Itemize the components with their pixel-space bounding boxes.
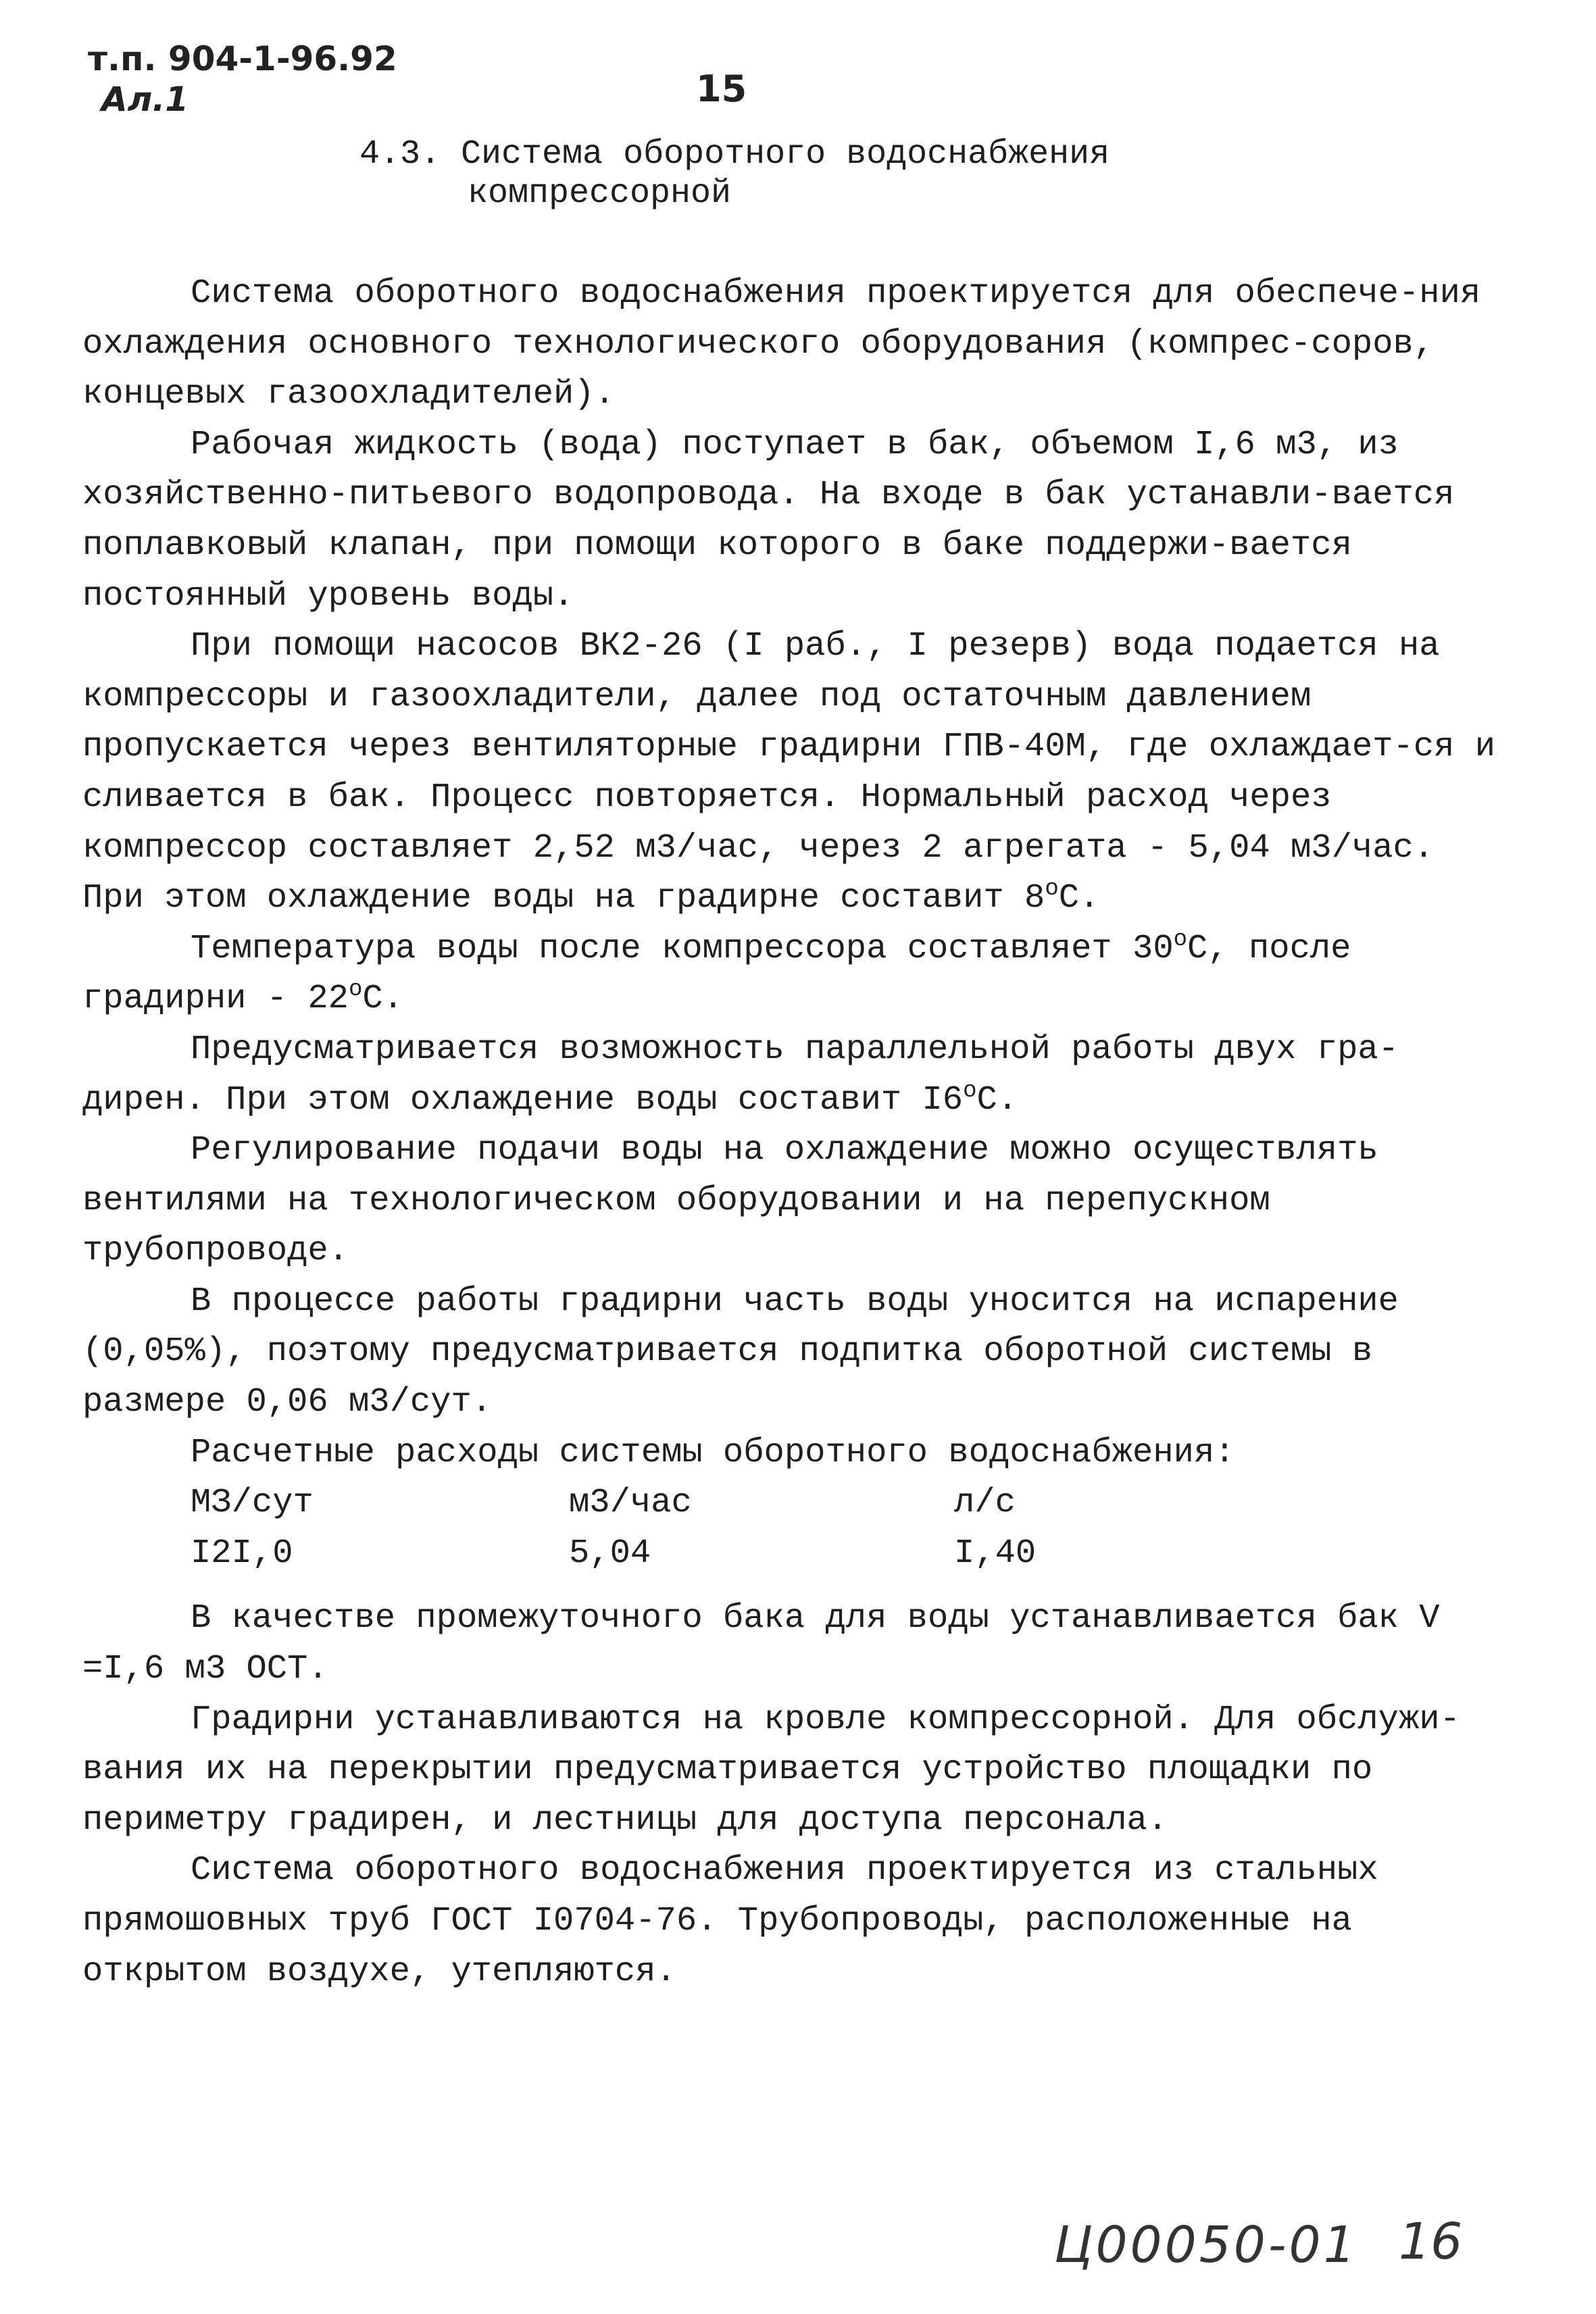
table-cell: I,40 — [954, 1534, 1037, 1573]
table-row — [82, 1529, 1515, 1580]
degree-sign: о — [348, 977, 363, 1003]
paragraph-temperature: Температура воды после компрессора составляет $30^оС$, после градирни - $22^оС$. — [82, 926, 1351, 1019]
document-stamp: Ц00050-01 — [1054, 2216, 1358, 2274]
degree-sign: о — [963, 1078, 977, 1104]
section-heading-line-2: компрессорной — [468, 174, 732, 213]
paragraph-pipes: Система оборотного водоснабжения проектируется из стальных прямошовных труб ГОСТ I0704-76. Трубопроводы, расположенные на открытом воздухе, утепляются. — [82, 1851, 1378, 1991]
paragraph-water-supply: Рабочая жидкость (вода) поступает в бак, объемом I,6 м3, из хозяйственно-питьевого водопровода. На входе в бак устанавли-вается поплавковый клапан, при помощи которого в баке поддержи-вается постоянный уровень воды. — [82, 425, 1455, 615]
paragraph-parallel-work: Предусматривается возможность параллельной работы двух гра-дирен. При этом охлаждение воды составит $I6^оС$. — [82, 1030, 1399, 1120]
table-header-row — [82, 1478, 1515, 1529]
paragraph-cooling-towers: Градирни устанавливаются на кровле компрессорной. Для обслужи-вания их на перекрытии предусматривается устройство площадки по периметру градирен, и лестницы для доступа персонала. — [82, 1700, 1460, 1840]
table-header-cell: м3/час — [569, 1484, 692, 1523]
section-heading — [359, 135, 1109, 213]
sheet-reference: Ал.1 — [101, 80, 189, 119]
sheet-mark: 16 — [1399, 2213, 1463, 2271]
paragraph-flow-rates-title: Расчетные расходы системы оборотного водоснабжения: — [191, 1433, 1235, 1472]
page-number: 15 — [696, 68, 747, 110]
paragraph-regulation: Регулирование подачи воды на охлаждение можно осуществлять вентилями на технологическом оборудовании и на перепускном трубопроводе. — [82, 1131, 1378, 1271]
table-cell: 5,04 — [569, 1534, 651, 1573]
table-header-cell: л/с — [954, 1484, 1016, 1523]
degree-sign: о — [1173, 926, 1188, 953]
paragraph-pumps: При помощи насосов ВК2-26 (I раб., I резерв) вода подается на компрессоры и газоохладители, далее под остаточным давлением пропускается через вентиляторные градирни ГПВ-40М, где охлаждает-ся и сливается в бак. Процесс повторяется. Нормальный расход через компрессор составляет 2,52 м3/час, через 2 агрегата - 5,04 м3/час. При этом охлаждение воды на градирне составит $8^оС$. — [82, 627, 1496, 918]
section-heading-line-1: 4.3. Система оборотного водоснабжения — [359, 135, 1110, 174]
table-cell: I2I,0 — [191, 1534, 293, 1573]
flow-rates-table — [82, 1478, 1515, 1579]
paragraph-tank: В качестве промежуточного бака для воды устанавливается бак V =I,6 м3 ОСТ. — [82, 1599, 1440, 1689]
paragraph-evaporation: В процессе работы градирни часть воды уносится на испарение (0,05%), поэтому предусматривается подпитка оборотной системы в размере 0,06 м3/сут. — [82, 1282, 1399, 1422]
paragraph-purpose: Система оборотного водоснабжения проектируется для обеспече-ния охлаждения основного технологического оборудования (компрес-соров, концевых газоохладителей). — [82, 274, 1481, 414]
document-reference: т.п. 904-1-96.92 — [88, 39, 397, 78]
degree-sign: о — [1045, 876, 1059, 903]
body-text — [82, 269, 1515, 1997]
table-header-cell: МЗ/сут — [191, 1484, 314, 1523]
